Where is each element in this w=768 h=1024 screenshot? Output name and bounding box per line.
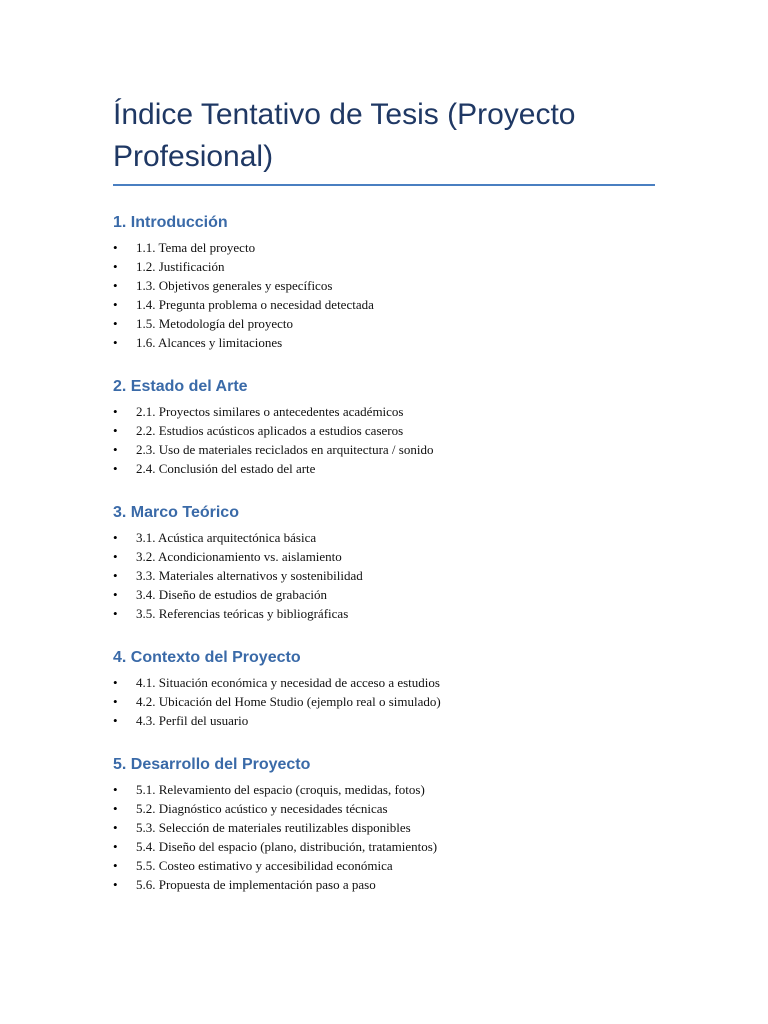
list-item bbox=[113, 875, 655, 894]
section-heading: 2. Estado del Arte bbox=[113, 378, 248, 395]
list-item bbox=[113, 459, 655, 478]
list-item bbox=[113, 402, 655, 421]
bullet-icon: • bbox=[113, 316, 118, 331]
section-heading: 5. Desarrollo del Proyecto bbox=[113, 756, 311, 773]
section-item-list bbox=[113, 238, 655, 352]
bullet-icon: • bbox=[113, 587, 118, 602]
list-item-text: 3.5. Referencias teóricas y bibliográficas bbox=[136, 606, 349, 621]
bullet-icon: • bbox=[113, 801, 118, 816]
section-item-list bbox=[113, 528, 655, 623]
section-3 bbox=[113, 502, 655, 623]
list-item bbox=[113, 276, 655, 295]
bullet-icon: • bbox=[113, 606, 118, 621]
list-item bbox=[113, 711, 655, 730]
document-title: Índice Tentativo de Tesis (Proyecto Profesional) bbox=[113, 98, 576, 173]
list-item bbox=[113, 780, 655, 799]
list-item bbox=[113, 837, 655, 856]
bullet-icon: • bbox=[113, 259, 118, 274]
list-item bbox=[113, 692, 655, 711]
section-item-list bbox=[113, 673, 655, 730]
list-item bbox=[113, 528, 655, 547]
list-item-text: 1.6. Alcances y limitaciones bbox=[136, 335, 283, 350]
section-heading: 3. Marco Teórico bbox=[113, 504, 239, 521]
list-item-text: 3.2. Acondicionamiento vs. aislamiento bbox=[136, 549, 342, 564]
list-item-text: 1.2. Justificación bbox=[136, 259, 225, 274]
bullet-icon: • bbox=[113, 782, 118, 797]
list-item bbox=[113, 547, 655, 566]
section-item-list bbox=[113, 402, 655, 478]
bullet-icon: • bbox=[113, 442, 118, 457]
list-item-text: 2.2. Estudios acústicos aplicados a estudios caseros bbox=[136, 423, 404, 438]
section-4 bbox=[113, 647, 655, 730]
section-5 bbox=[113, 754, 655, 894]
list-item bbox=[113, 799, 655, 818]
list-item bbox=[113, 673, 655, 692]
bullet-icon: • bbox=[113, 530, 118, 545]
list-item bbox=[113, 818, 655, 837]
list-item bbox=[113, 238, 655, 257]
list-item-text: 5.1. Relevamiento del espacio (croquis, medidas, fotos) bbox=[136, 782, 425, 797]
list-item-text: 3.1. Acústica arquitectónica básica bbox=[136, 530, 317, 545]
list-item bbox=[113, 566, 655, 585]
bullet-icon: • bbox=[113, 713, 118, 728]
bullet-icon: • bbox=[113, 335, 118, 350]
bullet-icon: • bbox=[113, 694, 118, 709]
list-item-text: 2.1. Proyectos similares o antecedentes académicos bbox=[136, 404, 404, 419]
bullet-icon: • bbox=[113, 240, 118, 255]
list-item-text: 1.4. Pregunta problema o necesidad detectada bbox=[136, 297, 374, 312]
list-item-text: 4.2. Ubicación del Home Studio (ejemplo real o simulado) bbox=[136, 694, 441, 709]
list-item-text: 5.2. Diagnóstico acústico y necesidades técnicas bbox=[136, 801, 388, 816]
list-item-text: 2.4. Conclusión del estado del arte bbox=[136, 461, 316, 476]
list-item-text: 5.3. Selección de materiales reutilizables disponibles bbox=[136, 820, 411, 835]
list-item-text: 5.4. Diseño del espacio (plano, distribución, tratamientos) bbox=[136, 839, 438, 854]
bullet-icon: • bbox=[113, 839, 118, 854]
list-item-text: 2.3. Uso de materiales reciclados en arquitectura / sonido bbox=[136, 442, 434, 457]
list-item bbox=[113, 856, 655, 875]
bullet-icon: • bbox=[113, 423, 118, 438]
list-item bbox=[113, 295, 655, 314]
bullet-icon: • bbox=[113, 858, 118, 873]
bullet-icon: • bbox=[113, 877, 118, 892]
document-page bbox=[113, 94, 655, 918]
bullet-icon: • bbox=[113, 820, 118, 835]
list-item bbox=[113, 421, 655, 440]
list-item-text: 5.5. Costeo estimativo y accesibilidad económica bbox=[136, 858, 393, 873]
sections-container bbox=[113, 212, 655, 894]
section-1 bbox=[113, 212, 655, 352]
list-item-text: 3.4. Diseño de estudios de grabación bbox=[136, 587, 327, 602]
list-item-text: 3.3. Materiales alternativos y sostenibilidad bbox=[136, 568, 363, 583]
bullet-icon: • bbox=[113, 461, 118, 476]
list-item bbox=[113, 257, 655, 276]
bullet-icon: • bbox=[113, 568, 118, 583]
list-item-text: 1.5. Metodología del proyecto bbox=[136, 316, 294, 331]
bullet-icon: • bbox=[113, 278, 118, 293]
list-item-text: 4.3. Perfil del usuario bbox=[136, 713, 249, 728]
list-item bbox=[113, 314, 655, 333]
title-underline bbox=[113, 184, 655, 186]
list-item bbox=[113, 440, 655, 459]
section-item-list bbox=[113, 780, 655, 894]
bullet-icon: • bbox=[113, 404, 118, 419]
list-item-text: 5.6. Propuesta de implementación paso a paso bbox=[136, 877, 376, 892]
bullet-icon: • bbox=[113, 549, 118, 564]
section-2 bbox=[113, 376, 655, 478]
list-item bbox=[113, 604, 655, 623]
section-heading: 1. Introducción bbox=[113, 214, 228, 231]
list-item-text: 1.3. Objetivos generales y específicos bbox=[136, 278, 333, 293]
bullet-icon: • bbox=[113, 297, 118, 312]
list-item bbox=[113, 333, 655, 352]
bullet-icon: • bbox=[113, 675, 118, 690]
list-item-text: 4.1. Situación económica y necesidad de acceso a estudios bbox=[136, 675, 440, 690]
list-item-text: 1.1. Tema del proyecto bbox=[136, 240, 256, 255]
section-heading: 4. Contexto del Proyecto bbox=[113, 649, 301, 666]
list-item bbox=[113, 585, 655, 604]
